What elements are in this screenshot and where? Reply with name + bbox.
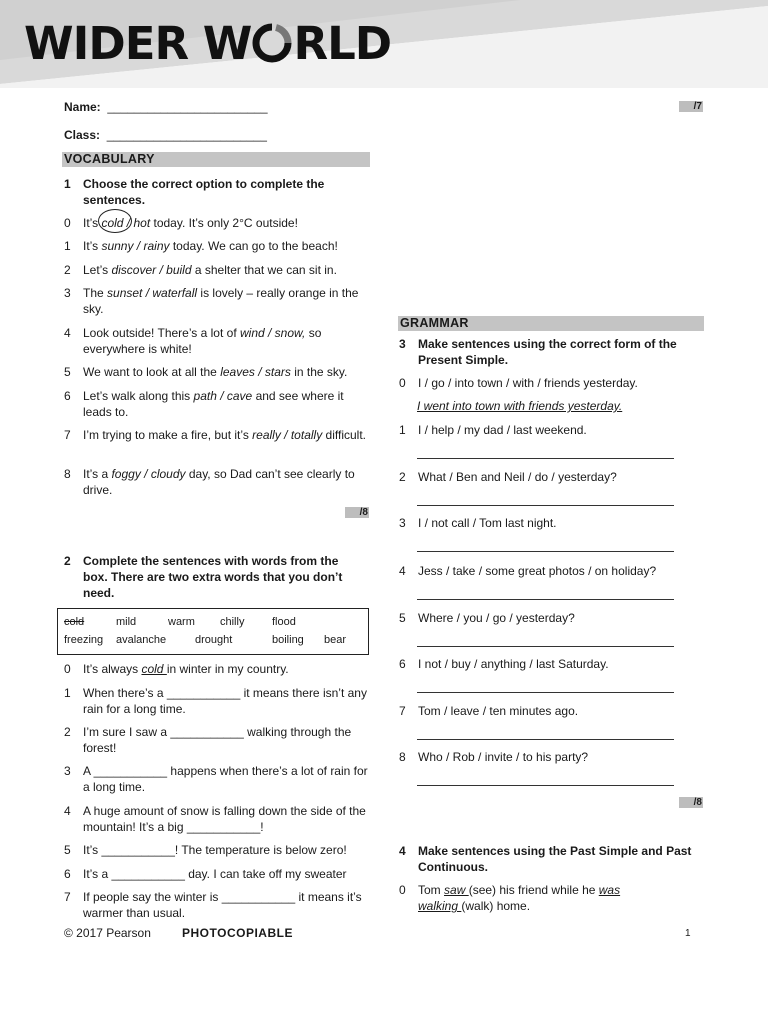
task-2-instruction: 2 Complete the sentences with words from the box. There are two extra words that you don’t need.	[64, 554, 343, 600]
box-word: bear	[324, 634, 347, 646]
box-word: chilly	[220, 616, 245, 628]
task-3-item: 0 I / go / into town / with / friends yesterday.	[399, 376, 638, 390]
task-2-item: 2 I’m sure I saw a ___________ walking through the forest!	[64, 725, 352, 755]
score-box: /8	[679, 797, 703, 808]
grammar-heading: GRAMMAR	[398, 316, 704, 331]
answer-circle	[98, 209, 132, 233]
class-label: Class:	[64, 128, 101, 142]
answer-blank: cold	[141, 662, 167, 676]
option-pair[interactable]: wind / snow,	[240, 326, 306, 340]
answer-line[interactable]	[417, 551, 674, 552]
task-1-item: 8 It’s a foggy / cloudy day, so Dad can’t see clearly to drive.	[64, 467, 355, 497]
task-2-item: 0 It’s always cold in winter in my country.	[64, 662, 289, 676]
option-pair[interactable]: sunny / rainy	[101, 239, 170, 253]
task-1-item: 0 It’s cold / hot today. It’s only 2°C outside!	[64, 216, 298, 230]
score-box: /8	[345, 507, 369, 518]
box-word: warm	[168, 616, 195, 628]
box-word: mild	[116, 616, 137, 628]
class-field	[64, 128, 267, 142]
task-2-item: 5 It’s ___________! The temperature is below zero!	[64, 843, 347, 857]
option-pair[interactable]: cold / hot	[101, 216, 151, 230]
page-header	[0, 0, 768, 88]
task-2-item: 1 When there’s a ___________ it means there isn’t any rain for a long time.	[64, 686, 367, 716]
photocopiable-label: PHOTOCOPIABLE	[182, 926, 293, 940]
answer-blank: walking	[418, 899, 462, 913]
answer-blank: was	[598, 883, 621, 897]
answer-line[interactable]	[417, 505, 674, 506]
box-word: avalanche	[116, 634, 167, 646]
task-3-item: 6 I not / buy / anything / last Saturday.	[399, 657, 609, 671]
answer-line[interactable]	[417, 458, 674, 459]
option-pair[interactable]: path / cave	[193, 389, 253, 403]
task-3-item: 2 What / Ben and Neil / do / yesterday?	[399, 470, 617, 484]
box-word: freezing	[64, 634, 104, 646]
example-answer: I went into town with friends yesterday.	[417, 399, 623, 413]
task-2-item: 4 A huge amount of snow is falling down the side of the mountain! It’s a big ___________!	[64, 804, 366, 834]
wider-world-logo: WIDER W RLD	[24, 17, 392, 70]
answer-blank: saw	[444, 883, 469, 897]
name-label: Name:	[64, 100, 101, 114]
task-4-instruction: 4 Make sentences using the Past Simple and Past Continuous.	[399, 844, 692, 874]
task-3-item: 8 Who / Rob / invite / to his party?	[399, 750, 589, 764]
task-3-item: 4 Jess / take / some great photos / on holiday?	[399, 564, 657, 578]
class-blank[interactable]: ________________________	[106, 128, 267, 142]
task-4-item: 0 Tom saw (see) his friend while he was walking (walk) home.	[399, 883, 621, 913]
task-3-item: 3 I / not call / Tom last night.	[399, 516, 557, 530]
word-box	[57, 608, 369, 655]
task-1-item: 6 Let’s walk along this path / cave and see where it leads to.	[64, 389, 344, 419]
box-word: flood	[272, 616, 296, 628]
option-pair[interactable]: sunset / waterfall	[107, 286, 198, 300]
name-field	[64, 100, 268, 114]
task-3-item: 7 Tom / leave / ten minutes ago.	[399, 704, 579, 718]
task-1-item: 5 We want to look at all the leaves / stars in the sky.	[64, 365, 348, 379]
vocabulary-heading: VOCABULARY	[62, 152, 370, 167]
task-2-item: 3 A ___________ happens when there’s a lot of rain for a long time.	[64, 764, 368, 794]
name-blank[interactable]: ________________________	[107, 100, 268, 114]
box-word: boiling	[272, 634, 304, 646]
option-pair[interactable]: foggy / cloudy	[111, 467, 186, 481]
task-1-item: 2 Let’s discover / build a shelter that we can sit in.	[64, 263, 337, 277]
score-box: /7	[679, 101, 703, 112]
task-2-item: 7 If people say the winter is ___________ it means it’s warmer than usual.	[64, 890, 362, 920]
task-3-item: 1 I / help / my dad / last weekend.	[399, 423, 587, 437]
logo-o-icon	[252, 23, 292, 63]
answer-line[interactable]	[417, 785, 674, 786]
page-number: 1	[685, 928, 691, 939]
option-pair[interactable]: discover / build	[111, 263, 192, 277]
answer-line[interactable]	[417, 599, 674, 600]
task-1-item: 4 Look outside! There’s a lot of wind / snow, so everywhere is white!	[64, 326, 322, 356]
task-1-item: 3 The sunset / waterfall is lovely – really orange in the sky.	[64, 286, 359, 316]
answer-line[interactable]	[417, 646, 674, 647]
box-word: drought	[195, 634, 233, 646]
task-1-instruction: 1 Choose the correct option to complete the sentences.	[64, 177, 325, 207]
task-3-item: 5 Where / you / go / yesterday?	[399, 611, 575, 625]
answer-line[interactable]	[417, 739, 674, 740]
copyright-text: © 2017 Pearson	[64, 926, 151, 940]
option-pair[interactable]: really / totally	[252, 428, 323, 442]
answer-line[interactable]	[417, 692, 674, 693]
option-pair[interactable]: leaves / stars	[220, 365, 291, 379]
task-2-item: 6 It’s a ___________ day. I can take off my sweater	[64, 867, 347, 881]
task-1-item: 7 I’m trying to make a fire, but it’s really / totally difficult.	[64, 428, 367, 442]
box-word: cold	[64, 616, 85, 628]
task-3-instruction: 3 Make sentences using the correct form of the Present Simple.	[399, 337, 677, 367]
task-1-item: 1 It’s sunny / rainy today. We can go to the beach!	[64, 239, 338, 253]
